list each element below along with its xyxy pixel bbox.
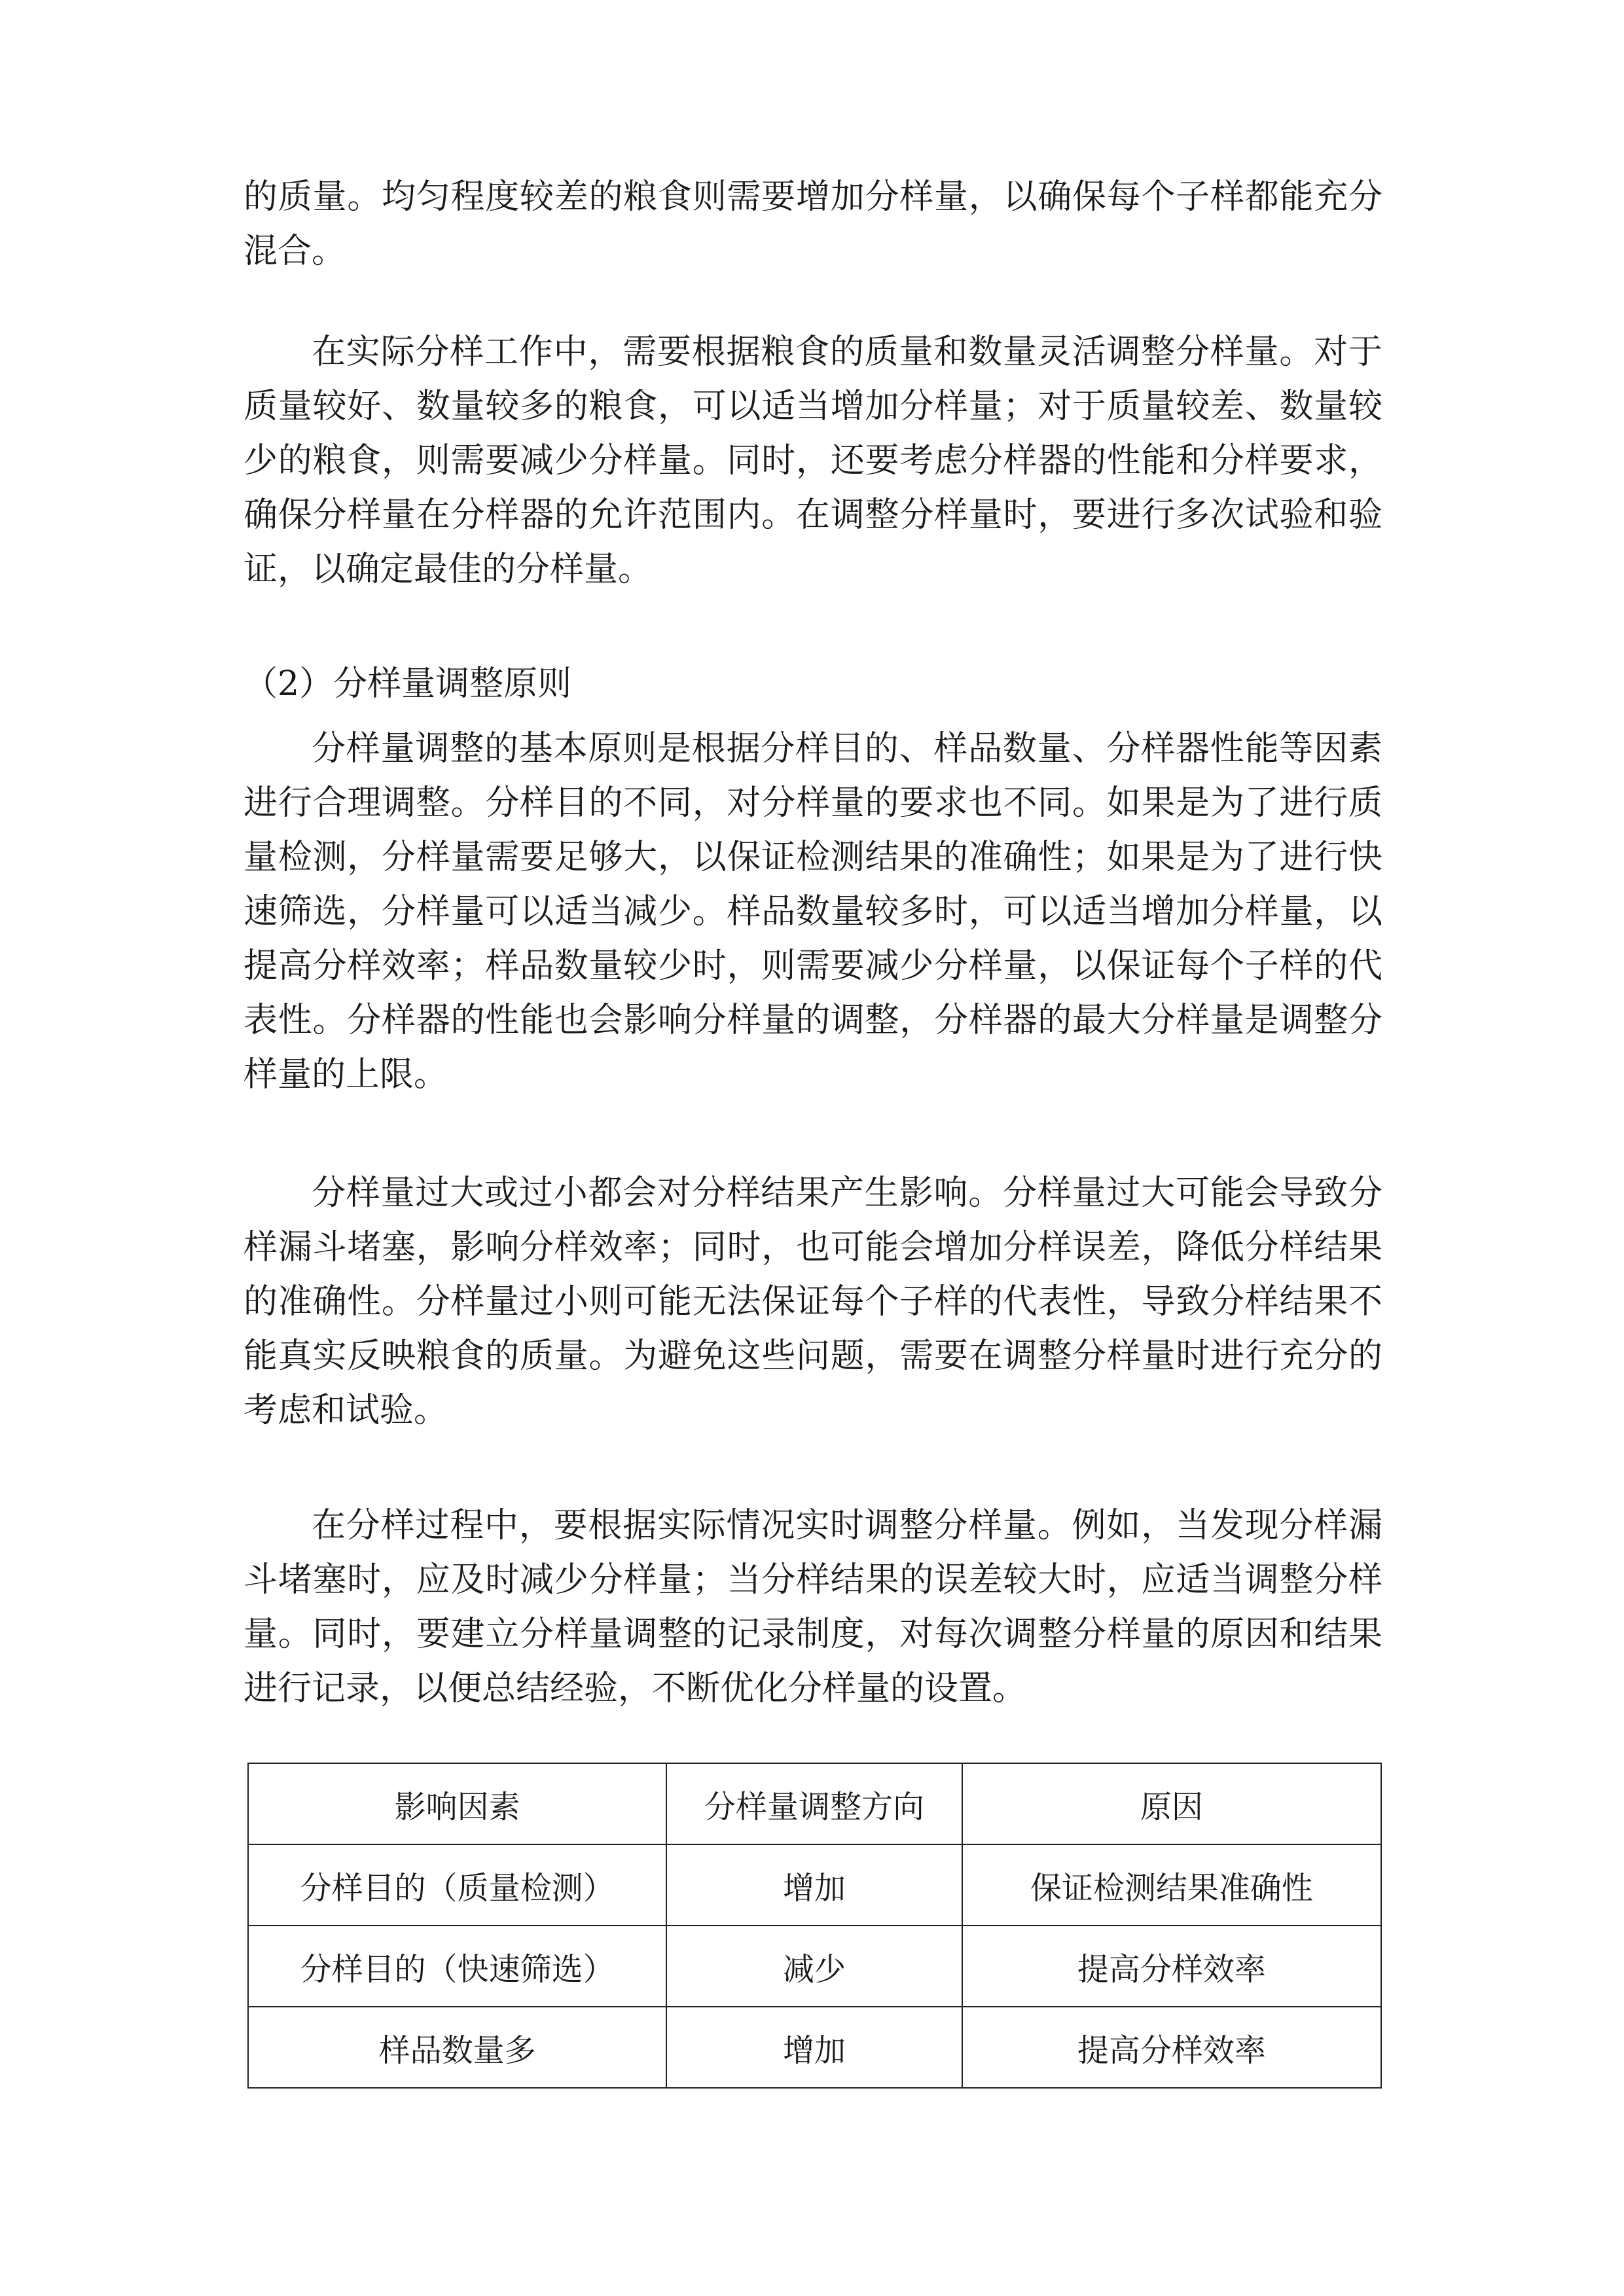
paragraph-4: 分样量过大或过小都会对分样结果产生影响。分样量过大可能会导致分样漏斗堵塞，影响分样效率；同时，也可能会增加分样误差，降低分样结果的准确性。分样量过小则可能无法保证每个子样的代表性，导致分样结果不能真实反映粮食的质量。为避免这些问题，需要在调整分样量时进行充分的考虑和试验。 <box>244 1174 1382 1430</box>
table-cell: 分样目的（快速筛选） <box>248 1926 666 2007</box>
table-header-row <box>248 1763 1381 1844</box>
table-header-cell: 分样量调整方向 <box>666 1763 962 1844</box>
table-cell: 提高分样效率 <box>962 1926 1381 2007</box>
paragraph-2: 在实际分样工作中，需要根据粮食的质量和数量灵活调整分样量。对于质量较好、数量较多的粮食，可以适当增加分样量；对于质量较差、数量较少的粮食，则需要减少分样量。同时，还要考虑分样器的性能和分样要求，确保分样量在分样器的允许范围内。在调整分样量时，要进行多次试验和验证，以确定最佳的分样量。 <box>244 332 1382 589</box>
paragraph-3: 分样量调整的基本原则是根据分样目的、样品数量、分样器性能等因素进行合理调整。分样目的不同，对分样量的要求也不同。如果是为了进行质量检测，分样量需要足够大，以保证检测结果的准确性；如果是为了进行快速筛选，分样量可以适当减少。样品数量较多时，可以适当增加分样量，以提高分样效率；样品数量较少时，则需要减少分样量，以保证每个子样的代表性。分样器的性能也会影响分样量的调整，分样器的最大分样量是调整分样量的上限。 <box>244 729 1382 1094</box>
table-cell: 分样目的（质量检测） <box>248 1844 666 1926</box>
table-row <box>248 1844 1381 1926</box>
table-cell: 保证检测结果准确性 <box>962 1844 1381 1926</box>
table-cell: 提高分样效率 <box>962 2007 1381 2088</box>
adjustment-table <box>247 1763 1382 2089</box>
table-cell: 减少 <box>666 1926 962 2007</box>
table-header-cell: 原因 <box>962 1763 1381 1844</box>
table-row <box>248 2007 1381 2088</box>
table-cell: 增加 <box>666 2007 962 2088</box>
paragraph-5: 在分样过程中，要根据实际情况实时调整分样量。例如，当发现分样漏斗堵塞时，应及时减少分样量；当分样结果的误差较大时，应适当调整分样量。同时，要建立分样量调整的记录制度，对每次调整分样量的原因和结果进行记录，以便总结经验，不断优化分样量的设置。 <box>244 1506 1382 1708</box>
table-cell: 样品数量多 <box>248 2007 666 2088</box>
paragraph-1: 的质量。均匀程度较差的粮食则需要增加分样量，以确保每个子样都能充分混合。 <box>244 177 1382 271</box>
table-cell: 增加 <box>666 1844 962 1926</box>
section-heading: （2）分样量调整原则 <box>244 664 572 704</box>
table-row <box>248 1926 1381 2007</box>
table-header-cell: 影响因素 <box>248 1763 666 1844</box>
